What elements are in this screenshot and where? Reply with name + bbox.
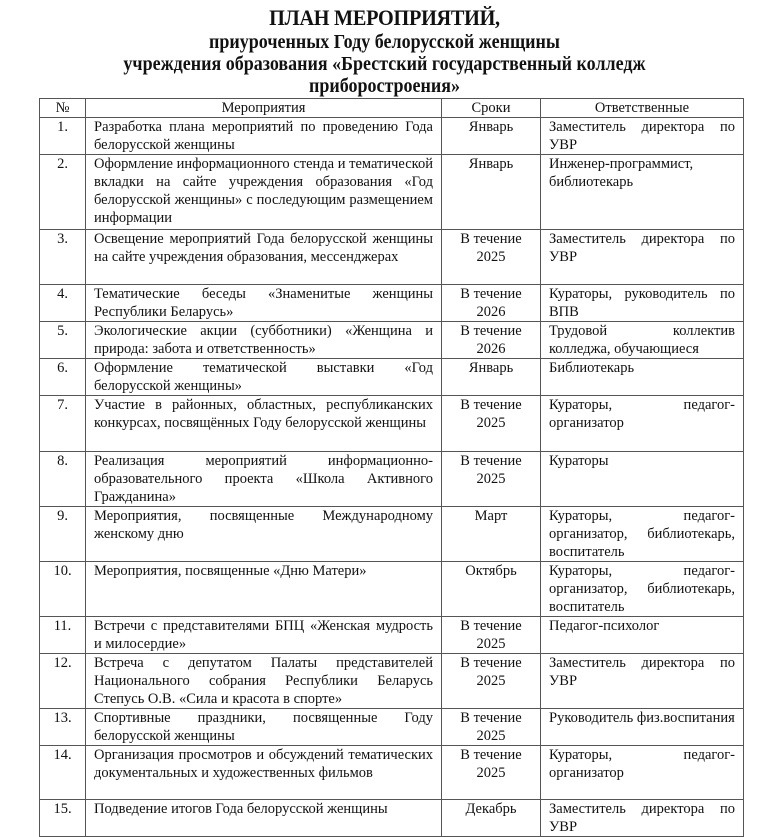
table-row [40, 800, 744, 837]
table-row [40, 285, 744, 322]
date-cell: В течение 2025 [442, 230, 541, 285]
row-number: 11. [40, 617, 86, 654]
event-cell: Тематические беседы «Знаменитые женщины Республики Беларусь» [86, 285, 442, 322]
date-cell: В течение 2025 [442, 617, 541, 654]
title-line-1: ПЛАН МЕРОПРИЯТИЙ, [269, 5, 500, 30]
table-row [40, 709, 744, 746]
event-cell: Встречи с представителями БПЦ «Женская мудрость и милосердие» [86, 617, 442, 654]
responsible-cell: Заместитель директора по УВР [541, 230, 744, 285]
row-number: 14. [40, 746, 86, 800]
event-cell: Разработка плана мероприятий по проведению Года белорусской женщины [86, 118, 442, 155]
table-row [40, 230, 744, 285]
table-row [40, 118, 744, 155]
event-cell: Мероприятия, посвященные «Дню Матери» [86, 562, 442, 617]
row-number: 9. [40, 507, 86, 562]
table-header-row [40, 99, 744, 118]
responsible-cell: Педагог-психолог [541, 617, 744, 654]
row-number: 1. [40, 118, 86, 155]
responsible-cell: Кураторы, педагог-организатор, библиотекарь, воспитатель [541, 562, 744, 617]
responsible-cell: Кураторы, руководитель по ВПВ [541, 285, 744, 322]
event-cell: Экологические акции (субботники) «Женщина и природа: забота и ответственность» [86, 322, 442, 359]
table-row [40, 746, 744, 800]
table-row [40, 396, 744, 452]
table-row [40, 155, 744, 230]
row-number: 8. [40, 452, 86, 507]
row-number: 10. [40, 562, 86, 617]
row-number: 2. [40, 155, 86, 230]
title-line-3: учреждения образования «Брестский государственный колледж [123, 53, 646, 75]
date-cell: В течение 2025 [442, 452, 541, 507]
date-cell: В течение 2026 [442, 285, 541, 322]
event-cell: Подведение итогов Года белорусской женщины [86, 800, 442, 837]
date-cell: В течение 2025 [442, 746, 541, 800]
responsible-cell: Заместитель директора по УВР [541, 800, 744, 837]
date-cell: Январь [442, 118, 541, 155]
event-cell: Оформление тематической выставки «Год белорусской женщины» [86, 359, 442, 396]
row-number: 13. [40, 709, 86, 746]
table-row [40, 617, 744, 654]
responsible-cell: Кураторы, педагог-организатор [541, 396, 744, 452]
table-row [40, 562, 744, 617]
row-number: 4. [40, 285, 86, 322]
responsible-cell: Заместитель директора по УВР [541, 118, 744, 155]
responsible-cell: Руководитель физ.воспитания [541, 709, 744, 746]
event-cell: Встреча с депутатом Палаты представителей Национального собрания Республики Беларусь Степусь О.В. «Сила и красота в спорте» [86, 654, 442, 709]
date-cell: В течение 2025 [442, 654, 541, 709]
table-row [40, 452, 744, 507]
row-number: 12. [40, 654, 86, 709]
header-events: Мероприятия [86, 99, 442, 118]
table-row [40, 322, 744, 359]
row-number: 15. [40, 800, 86, 837]
responsible-cell: Кураторы, педагог-организатор [541, 746, 744, 800]
responsible-cell: Инженер-программист, библиотекарь [541, 155, 744, 230]
row-number: 7. [40, 396, 86, 452]
responsible-cell: Заместитель директора по УВР [541, 654, 744, 709]
date-cell: Январь [442, 155, 541, 230]
date-cell: В течение 2025 [442, 709, 541, 746]
row-number: 6. [40, 359, 86, 396]
responsible-cell: Библиотекарь [541, 359, 744, 396]
event-cell: Спортивные праздники, посвященные Году белорусской женщины [86, 709, 442, 746]
title-line-2: приуроченных Году белорусской женщины [209, 31, 560, 53]
row-number: 5. [40, 322, 86, 359]
responsible-cell: Кураторы [541, 452, 744, 507]
event-cell: Оформление информационного стенда и тематической вкладки на сайте учреждения образования «Год белорусской женщины» с последующим размещением информации [86, 155, 442, 230]
row-number: 3. [40, 230, 86, 285]
events-plan-table [39, 98, 744, 837]
date-cell: Октябрь [442, 562, 541, 617]
event-cell: Участие в районных, областных, республиканских конкурсах, посвящённых Году белорусской женщины [86, 396, 442, 452]
event-cell: Организация просмотров и обсуждений тематических документальных и художественных фильмов [86, 746, 442, 800]
table-row [40, 507, 744, 562]
table-row [40, 654, 744, 709]
responsible-cell: Кураторы, педагог-организатор, библиотекарь, воспитатель [541, 507, 744, 562]
date-cell: В течение 2025 [442, 396, 541, 452]
document-title [0, 4, 769, 97]
date-cell: Январь [442, 359, 541, 396]
title-line-4: приборостроения» [308, 75, 461, 97]
date-cell: В течение 2026 [442, 322, 541, 359]
responsible-cell: Трудовой коллектив колледжа, обучающиеся [541, 322, 744, 359]
event-cell: Реализация мероприятий информационно-образовательного проекта «Школа Активного Гражданина» [86, 452, 442, 507]
table-row [40, 359, 744, 396]
header-number: № [40, 99, 86, 118]
event-cell: Освещение мероприятий Года белорусской женщины на сайте учреждения образования, мессенджерах [86, 230, 442, 285]
date-cell: Декабрь [442, 800, 541, 837]
header-responsible: Ответственные [541, 99, 744, 118]
header-dates: Сроки [442, 99, 541, 118]
date-cell: Март [442, 507, 541, 562]
event-cell: Мероприятия, посвященные Международному женскому дню [86, 507, 442, 562]
